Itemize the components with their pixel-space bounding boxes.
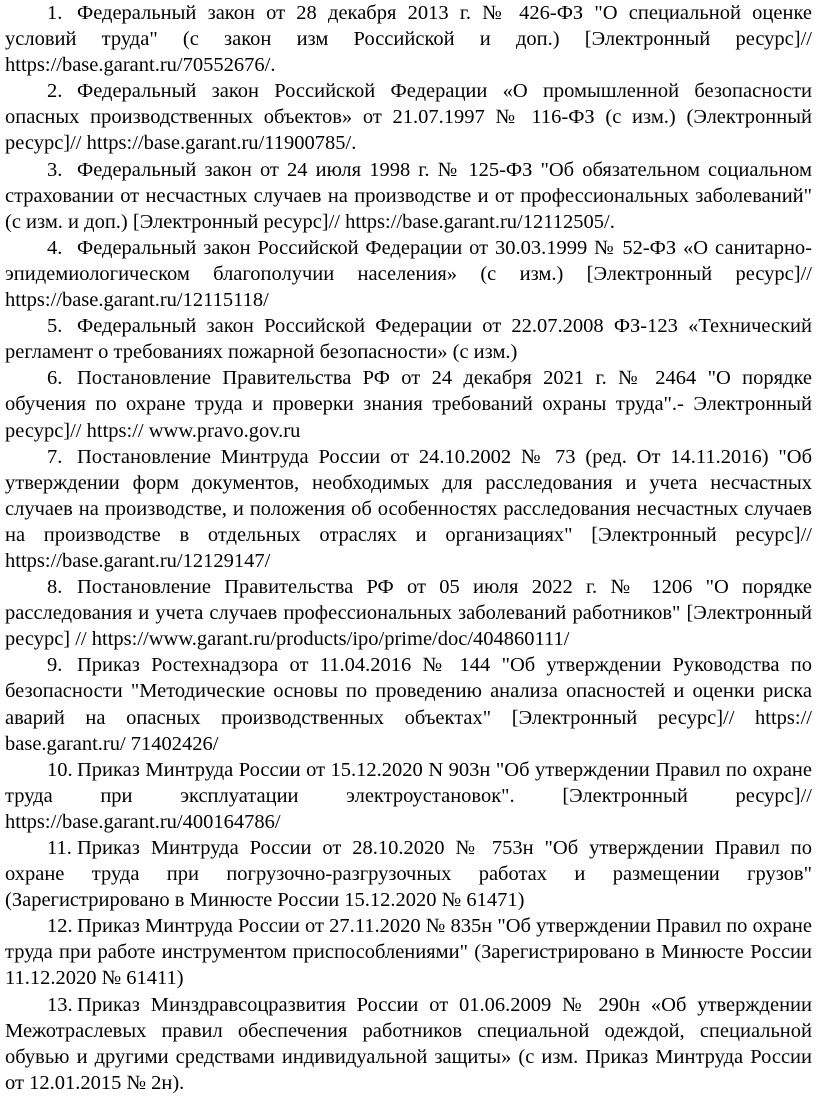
reference-item (5, 757, 812, 835)
reference-item (5, 992, 812, 1096)
reference-item (5, 913, 812, 991)
reference-number: 5. (47, 315, 63, 338)
reference-number: 6. (47, 367, 63, 390)
reference-text: Федеральный закон Российской Федерации «О промышленной безопасности опасных производственных объектов» от 21.07.1997 № 116-ФЗ (с изм.) (Электронный ресурс]// https://base.garant.ru/11900785/. (5, 80, 812, 155)
reference-number: 10. (47, 758, 73, 781)
reference-number: 4. (47, 236, 63, 259)
reference-number: 1. (47, 2, 63, 24)
reference-number: 8. (47, 576, 63, 599)
reference-item (5, 235, 812, 313)
reference-number: 9. (47, 654, 63, 677)
reference-item (5, 652, 812, 756)
reference-number: 11. (47, 837, 72, 859)
reference-item (5, 444, 812, 574)
reference-item (5, 313, 812, 365)
reference-number: 12. (47, 915, 73, 938)
reference-text: Постановление Минтруда России от 24.10.2002 № 73 (ред. От 14.11.2016) "Об утверждении форм документов, необходимых для расследования и учета несчастных случаев на производстве, и положения об особенностях расследования несчастных случаев на производстве в отдельных отраслях и организациях" [Электронный ресурс]// https://base.garant.ru/12129147/ (5, 445, 812, 572)
reference-item (5, 157, 812, 235)
reference-text: Приказ Минтруда России от 27.11.2020 № 835н "Об утверждении Правил по охране труда при работе инструментом приспособлениями" (Зарегистрировано в Минюсте России 11.12.2020 № 61411) (5, 915, 812, 990)
reference-item (5, 574, 812, 652)
reference-text: Приказ Ростехнадзора от 11.04.2016 № 144 "Об утверждении Руководства по безопасности "Методические основы по проведению анализа опасностей и оценки риска аварий на опасных производственных объектах" [Электронный ресурс]// https:// base.garant.ru/ 71402426/ (5, 654, 812, 755)
reference-number: 7. (47, 445, 63, 468)
reference-item (5, 835, 812, 913)
reference-text: Федеральный закон Российской Федерации от 30.03.1999 № 52-ФЗ «О санитарно-эпидемиологическом благополучии населения» (с изм.) [Электронный ресурс]// https://base.garant.ru/12115118/ (5, 236, 812, 312)
reference-item (5, 365, 812, 443)
reference-text: Постановление Правительства РФ от 24 декабря 2021 г. № 2464 "О порядке обучения по охране труда и проверки знания требований охраны труда".- Электронный ресурс]// https:// www.pravo.gov.ru (5, 367, 812, 442)
reference-text: Федеральный закон от 28 декабря 2013 г. № 426-ФЗ "О специальной оценке условий труда" (с закон изм Российской и доп.) [Электронный ресурс]// https://base.garant.ru/70552676/. (5, 2, 812, 77)
reference-item (5, 0, 812, 78)
reference-item (5, 78, 812, 156)
reference-text: Приказ Минтруда России от 15.12.2020 N 903н "Об утверждении Правил по охране труда при эксплуатации электроустановок". [Электронный ресурс]// https://base.garant.ru/400164786/ (5, 758, 812, 833)
reference-list (5, 0, 812, 1096)
reference-number: 3. (47, 158, 63, 181)
reference-text: Постановление Правительства РФ от 05 июля 2022 г. № 1206 "О порядке расследования и учета случаев профессиональных заболеваний работников" [Электронный ресурс] // https://www.garant.ru/products/ipo/prime/doc/404860111/ (5, 576, 812, 651)
reference-number: 13. (47, 993, 73, 1016)
reference-text: Федеральный закон от 24 июля 1998 г. № 125-ФЗ "Об обязательном социальном страховании от несчастных случаев на производстве и от профессиональных заболеваний" (с изм. и доп.) [Электронный ресурс]// https://base.garant.ru/12112505/. (5, 158, 812, 233)
reference-text: Приказ Минздравсоцразвития России от 01.06.2009 № 290н «Об утверждении Межотраслевых правил обеспечения работников специальной одеждой, специальной обувью и другими средствами индивидуальной защиты» (с изм. Приказ Минтруда России от 12.01.2015 № 2н). (5, 993, 812, 1094)
reference-text: Федеральный закон Российской Федерации от 22.07.2008 ФЗ-123 «Технический регламент о требованиях пожарной безопасности» (с изм.) (5, 315, 812, 364)
reference-number: 2. (47, 80, 63, 103)
reference-text: Приказ Минтруда России от 28.10.2020 № 753н "Об утверждении Правил по охране труда при погрузочно-разгрузочных работах и размещении грузов" (Зарегистрировано в Минюсте России 15.12.2020 № 61471) (5, 837, 812, 912)
